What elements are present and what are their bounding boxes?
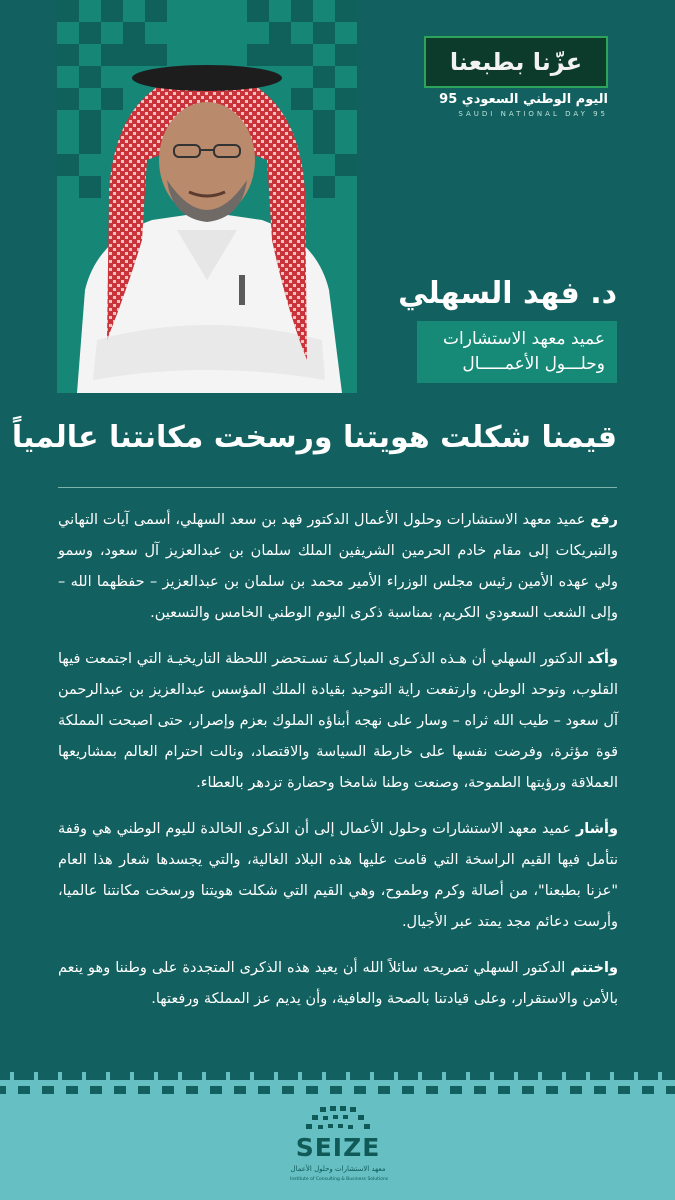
article-body <box>58 505 618 1030</box>
paragraph-lead: رفع <box>590 512 618 528</box>
person-role-box <box>417 321 617 383</box>
article-paragraph <box>58 644 618 799</box>
seize-brand-ar: معهد الاستشارات وحلول الأعمال <box>290 1165 386 1173</box>
paragraph-text: عميد معهد الاستشارات وحلول الأعمال إلى أن الذكرى الخالدة لليوم الوطني هي وقفة نتأمل فيها القيم الراسخة التي قامت عليها هذه البلاد الغالية، والتي يجسدها شعار هذا العام "عزنا بطبعنا"، من أصالة وكرم وطموح، وهي القيم التي شكلت هويتنا ورسخت مكانتنا عالميا، وأرست دعائم مجد يمتد عبر الأجيال. <box>58 821 618 930</box>
article-paragraph <box>58 953 618 1015</box>
seize-logo <box>290 1105 389 1190</box>
person-portrait-icon <box>57 40 357 393</box>
photo-panel <box>57 0 357 393</box>
headline: قيمنا شكلت هويتنا ورسخت مكانتنا عالمياً <box>11 420 617 455</box>
paragraph-text: عميد معهد الاستشارات وحلول الأعمال الدكتور فهد بن سعد السهلي، أسمى آيات التهاني والتبريكات إلى مقام خادم الحرمين الشريفين الملك سلمان بن عبدالعزيز آل سعود، وسمو ولي عهده الأمين رئيس مجلس الوزراء الأمير محمد بن سلمان بن عبدالعزيز – حفظهما الله – وإلى الشعب السعودي الكريم، بمناسبة ذكرى اليوم الوطني الخامس والتسعين. <box>58 512 618 621</box>
person-name: د. فهد السهلي <box>398 276 617 311</box>
paragraph-text: الدكتور السهلي أن هـذه الذكـرى المباركـة تسـتحضر اللحظة التاريخيـة التي اجتمعت فيها القلوب، وتوحد الوطن، وارتفعت راية التوحيد بقيادة الملك المؤسس عبدالعزيز بن عبدالرحمن آل سعود – طيب الله ثراه – وسار على نهجه أبناؤه الملوك بعزم وإصرار، حتى اصبحت المملكة قوة مؤثرة، وفرضت نفسها على خارطة السياسة والاقتصاد، ونالت احترام العالم بمشاريعها العملاقة ورؤيتها الطموحة، وصنعت وطنا شامخا وحضارة تزدهر بالعطاء. <box>58 651 618 791</box>
paragraph-lead: وأكد <box>587 651 618 667</box>
seize-brand: SEIZE <box>295 1133 381 1162</box>
logo-title: عزّنا بطبعنا <box>449 48 583 76</box>
national-day-logo <box>412 36 616 120</box>
paragraph-lead: واختتم <box>570 960 618 976</box>
paragraph-lead: وأشار <box>575 821 618 837</box>
article-paragraph <box>58 814 618 938</box>
logo-subtitle: اليوم الوطني السعودي 95 <box>439 92 608 107</box>
article-paragraph <box>58 505 618 629</box>
logo-english: SAUDI NATIONAL DAY 95 <box>458 110 608 118</box>
national-day-badge <box>424 36 608 88</box>
seize-dots-icon <box>290 1105 386 1133</box>
seize-brand-en: Institute of Consulting & Business Solutions <box>290 1177 389 1182</box>
role-line-1: عميد معهد الاستشارات <box>443 329 605 349</box>
role-line-2: وحلـــول الأعمـــــال <box>462 354 605 374</box>
headline-divider <box>58 487 617 488</box>
paragraph-text: الدكتور السهلي تصريحه سائلاً الله أن يعيد هذه الذكرى المتجددة على وطننا وهو ينعم بالأمن والاستقرار، وعلى قيادتنا بالصحة والعافية، وأن يديم عز المملكة ورفعتها. <box>58 960 618 1007</box>
